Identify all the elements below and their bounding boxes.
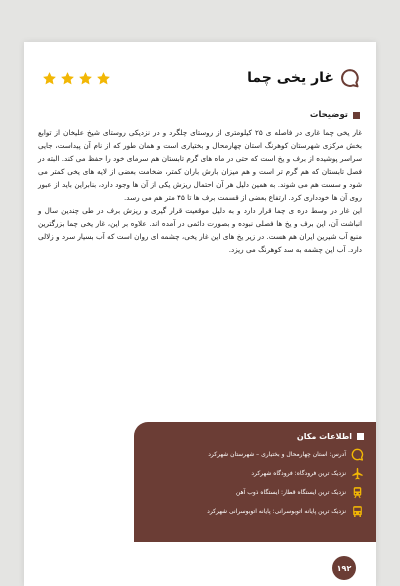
page-title: غار یخی چما	[247, 70, 334, 86]
star-icon	[78, 71, 93, 86]
info-row-text: نزدیک ترین ایستگاه قطار: ایستگاه ذوب آهن	[235, 489, 346, 496]
title-bar	[42, 66, 360, 90]
location-info-box	[134, 422, 376, 542]
info-row-airport	[142, 464, 364, 483]
rating-stars	[42, 71, 111, 86]
book-page	[24, 42, 376, 586]
info-row-text: نزدیک ترین فرودگاه: فرودگاه شهرکرد	[251, 470, 346, 477]
location-pin-icon	[351, 448, 364, 461]
star-icon	[96, 71, 111, 86]
star-icon	[42, 71, 57, 86]
page-number: ۱۹۲	[332, 556, 356, 580]
info-row-bus	[142, 502, 364, 521]
info-row-text: نزدیک ترین پایانه اتوبوسرانی: پایانه اتوبوسرانی شهرکرد	[207, 508, 346, 515]
train-icon	[351, 486, 364, 499]
square-bullet-icon	[353, 112, 360, 119]
info-row-text: آدرس: استان چهارمحال و بختیاری – شهرستان شهرکرد	[208, 451, 346, 458]
description-text	[38, 126, 362, 256]
speech-bubble-icon	[340, 68, 360, 88]
star-icon	[60, 71, 75, 86]
square-bullet-icon	[357, 433, 364, 440]
location-info-heading	[142, 432, 364, 441]
location-info-title: اطلاعات مکان	[296, 432, 352, 441]
bus-icon	[351, 505, 364, 518]
info-row-train	[142, 483, 364, 502]
airplane-icon	[351, 467, 364, 480]
description-title: توضیحات	[309, 110, 348, 120]
description-paragraph: این غار در وسط دره ی چما قرار دارد و به دلیل موقعیت قرار گیری و ریزش برف در طی چندین سال و انباشت آن، این برف و یخ ها فصلی نبوده و بصورت دائمی در آمده اند. علاوه بر این، غار یخی چما بزرگترین منبع آب شیرین ایران هم هست. در زیر یخ های این غار یخی، چشمه ای روان است که آب بسیار سرد و زلالی دارد. آب این چشمه به سد کوهرنگ می ریزد.	[38, 206, 362, 254]
info-row-address	[142, 445, 364, 464]
description-heading	[310, 110, 360, 120]
description-paragraph: غار یخی چما غاری در فاصله ی ۲۵ کیلومتری از روستای چلگرد و در نزدیکی روستای شیخ علیخان از توابع بخش مرکزی شهرستان کوهرنگ استان چهارمحال و بختیاری است و همان طور که از نام آن پیداست، جایی سراسر پوشیده از برف و یخ است که حتی در ماه های گرم تابستان هم سرمای خود را حفظ می کند. البته در فصل تابستان که هم گرم تر است و هم میزان بارش باران کمتر، ضخامت بعضی از لایه های یخی کمتر می شود و سست هم می شوند. به همین دلیل هر آن احتمال ریزش یکی از آن ها وجود دارد، بنابراین باید از عبور روی آن ها خودداری کرد. ارتفاع بعضی از قسمت برف ها تا ۴۵ متر هم می رسد.	[38, 128, 362, 202]
